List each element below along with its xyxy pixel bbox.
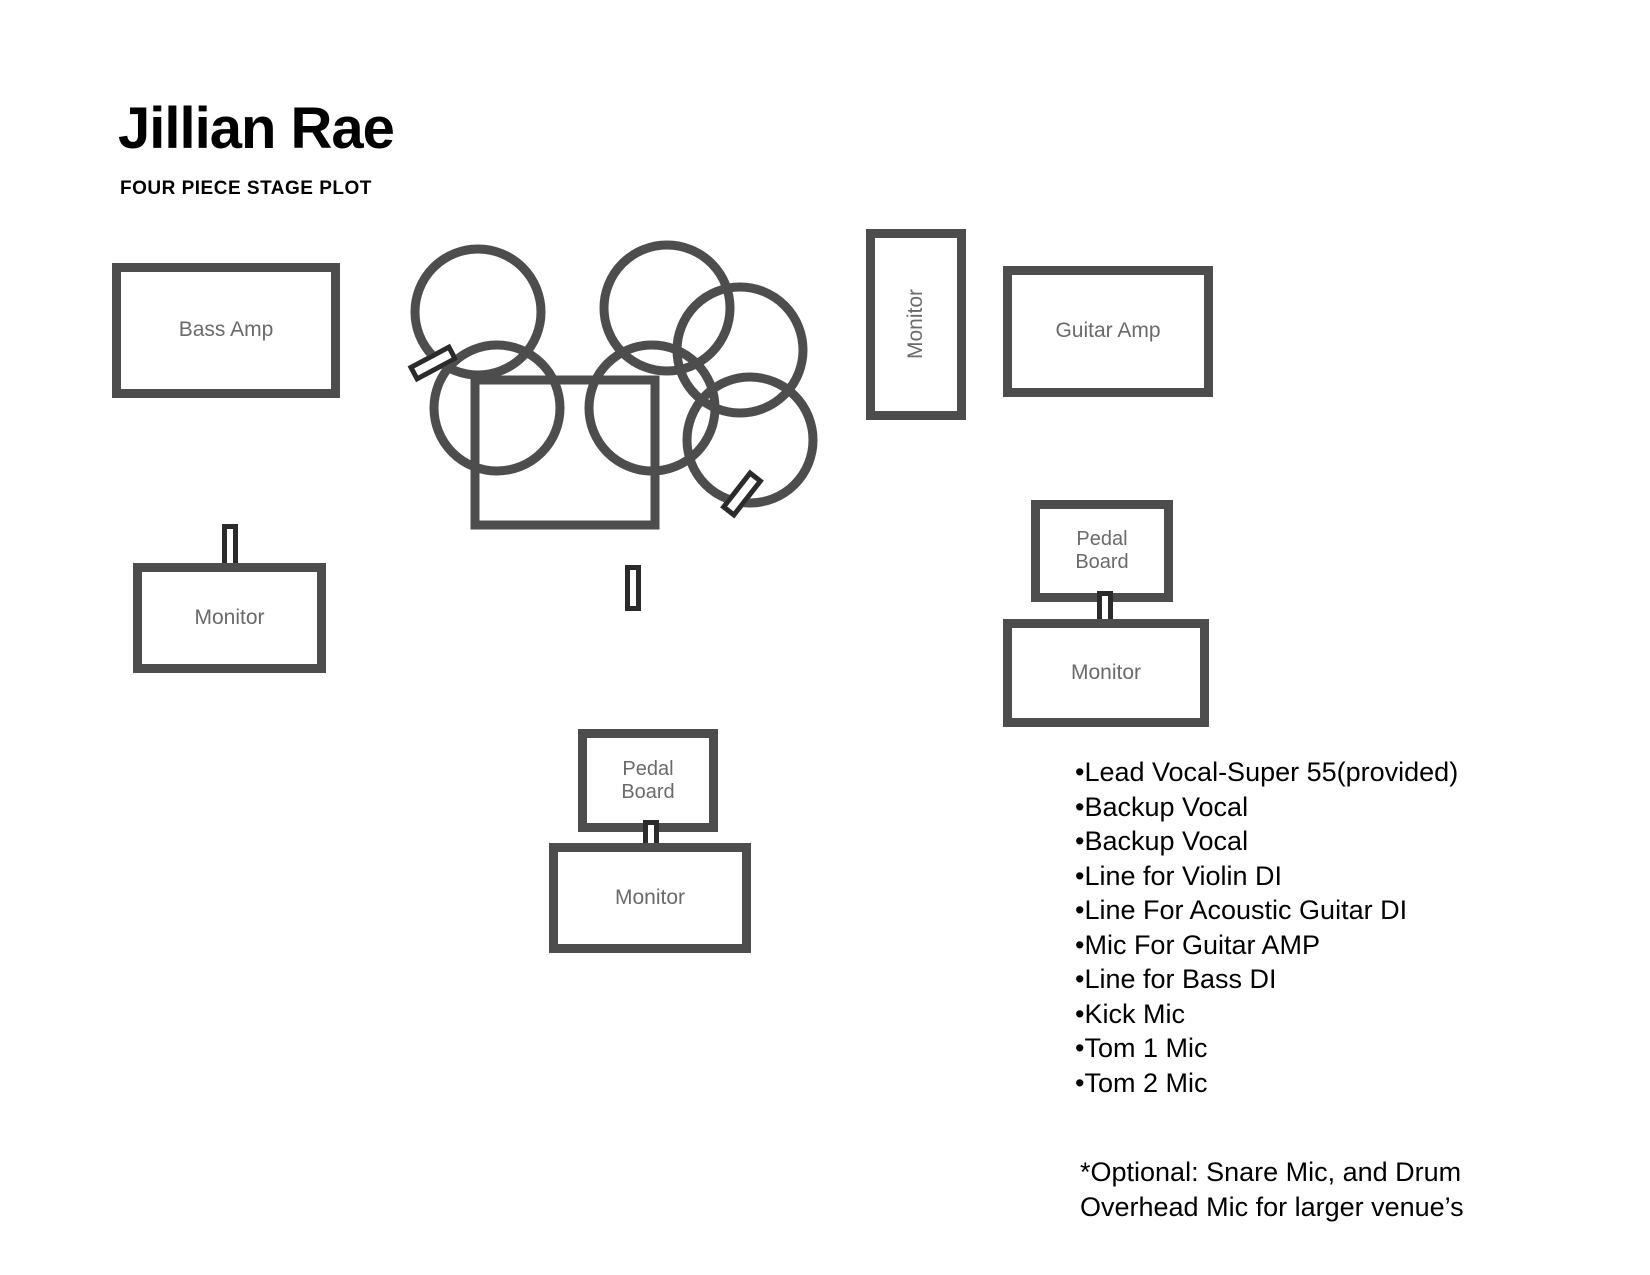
pedal-board-right-label-line2: Board (1075, 551, 1129, 573)
microphone-icon-kick (625, 565, 641, 611)
page-subtitle: FOUR PIECE STAGE PLOT (120, 178, 372, 199)
page-title: Jillian Rae (118, 96, 394, 161)
input-list-item: •Kick Mic (1075, 998, 1185, 1029)
input-list-item: •Line For Acoustic Guitar DI (1075, 895, 1408, 926)
monitor-right-box (1003, 619, 1209, 727)
optional-note: *Optional: Snare Mic, and Drum Overhead Mic for larger venue’s (1080, 1157, 1464, 1222)
guitar-amp-label: Guitar Amp (1055, 319, 1161, 343)
input-list-item: •Tom 2 Mic (1075, 1067, 1208, 1098)
drum-kit-icon (405, 240, 875, 560)
monitor-center-label: Monitor (614, 885, 686, 909)
bass-amp-box (112, 263, 340, 398)
input-list-item: •Line for Violin DI (1075, 860, 1283, 891)
input-list-item: •Backup Vocal (1075, 826, 1249, 857)
monitor-upstage-right-label: Monitor (903, 289, 927, 360)
input-list-item: •Mic For Guitar AMP (1075, 929, 1320, 960)
input-list-item: •Tom 1 Mic (1075, 1033, 1208, 1064)
input-list (1075, 755, 1595, 1100)
input-list-item: •Backup Vocal (1075, 791, 1249, 822)
monitor-center-box (549, 843, 751, 953)
pedal-board-right-box (1031, 500, 1173, 602)
bass-amp-label: Bass Amp (178, 318, 274, 342)
input-list-item: •Line for Bass DI (1075, 964, 1277, 995)
pedal-board-center-label-line1: Pedal (622, 757, 674, 780)
monitor-right-label: Monitor (1070, 660, 1142, 684)
input-list-item: •Lead Vocal-Super 55(provided) (1075, 757, 1459, 787)
pedal-board-center-label-line2: Board (621, 780, 675, 803)
pedal-board-center-box (578, 729, 718, 832)
monitor-left-label: Monitor (194, 605, 265, 629)
pedal-board-right-label-line1: Pedal (1076, 528, 1128, 550)
monitor-upstage-right-box (866, 229, 966, 420)
monitor-left-box (133, 563, 326, 673)
guitar-amp-box (1003, 266, 1213, 397)
